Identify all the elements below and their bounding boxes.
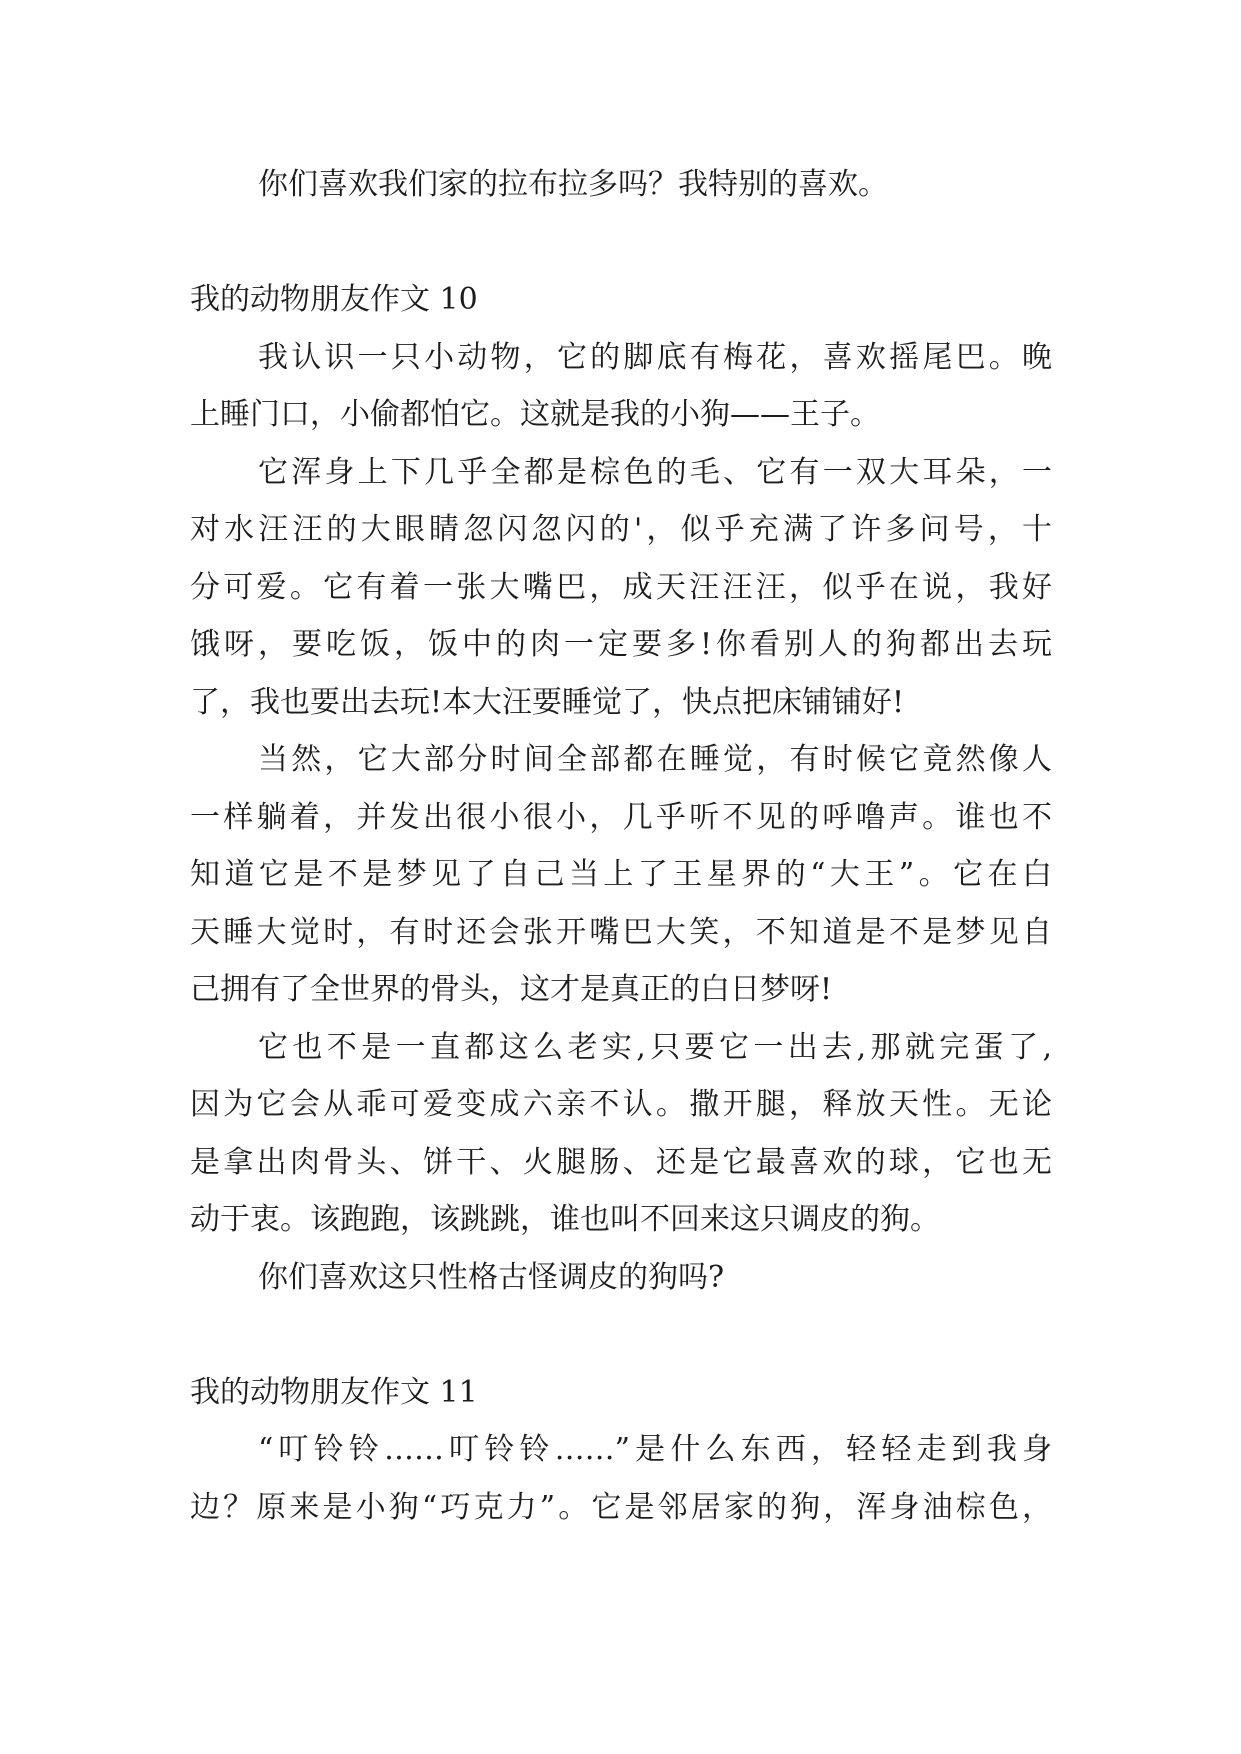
- paragraph: [190, 444, 1052, 732]
- text-line: 你们喜欢我们家的拉布拉多吗？我特别的喜欢。: [258, 167, 888, 202]
- section-heading: 我的动物朋友作文 10: [190, 282, 478, 317]
- text-line: 对水汪汪的大眼睛忽闪忽闪的'，似乎充满了许多问号，十: [190, 512, 1052, 547]
- blank-line: [190, 1306, 1052, 1364]
- document-body: [190, 156, 1052, 1536]
- paragraph: [190, 1249, 1052, 1307]
- text-line: 分可爱。它有着一张大嘴巴，成天汪汪汪，似乎在说，我好: [190, 569, 1052, 605]
- paragraph: [190, 329, 1052, 444]
- text-line: 一样躺着，并发出很小很小，几乎听不见的呼噜声。谁也不: [190, 799, 1052, 835]
- text-line: 它浑身上下几乎全都是棕色的毛、它有一双大耳朵，一: [258, 454, 1052, 490]
- text-line: 饿呀，要吃饭，饭中的肉一定要多!你看别人的狗都出去玩: [190, 627, 1052, 662]
- paragraph: [190, 731, 1052, 1019]
- blank-line: [190, 214, 1052, 272]
- text-line: 当然，它大部分时间全部都在睡觉，有时候它竟然像人: [258, 742, 1052, 777]
- text-line: 边？原来是小狗“巧克力”。它是邻居家的狗，浑身油棕色，: [190, 1489, 1052, 1525]
- text-line: 上睡门口，小偷都怕它。这就是我的小狗——王子。: [190, 397, 880, 432]
- paragraph: [190, 156, 1052, 214]
- previous-essay-ending: [190, 156, 1052, 214]
- essay-section-11: [190, 1364, 1052, 1537]
- paragraph: [190, 1019, 1052, 1249]
- text-line: “叮铃铃……叮铃铃……”是什么东西，轻轻走到我身: [258, 1432, 1052, 1467]
- text-line: 因为它会从乖可爱变成六亲不认。撒开腿，释放天性。无论: [190, 1087, 1052, 1122]
- paragraph: [190, 1421, 1052, 1536]
- section-heading: 我的动物朋友作文 11: [190, 1374, 478, 1410]
- text-line: 它也不是一直都这么老实,只要它一出去,那就完蛋了,: [258, 1029, 1052, 1065]
- text-line: 知道它是不是梦见了自己当上了王星界的“大王”。它在白: [190, 857, 1052, 892]
- text-line: 天睡大觉时，有时还会张开嘴巴大笑，不知道是不是梦见自: [190, 914, 1052, 950]
- text-line: 动于衷。该跑跑，该跳跳，谁也叫不回来这只调皮的狗。: [190, 1202, 940, 1237]
- text-line: 你们喜欢这只性格古怪调皮的狗吗?: [258, 1259, 725, 1295]
- text-line: 了，我也要出去玩!本大汪要睡觉了，快点把床铺铺好!: [190, 684, 905, 720]
- text-line: 是拿出肉骨头、饼干、火腿肠、还是它最喜欢的球，它也无: [190, 1144, 1052, 1180]
- text-line: 己拥有了全世界的骨头，这才是真正的白日梦呀!: [190, 972, 833, 1007]
- essay-section-10: [190, 271, 1052, 1306]
- text-line: 我认识一只小动物，它的脚底有梅花，喜欢摇尾巴。晚: [258, 339, 1052, 375]
